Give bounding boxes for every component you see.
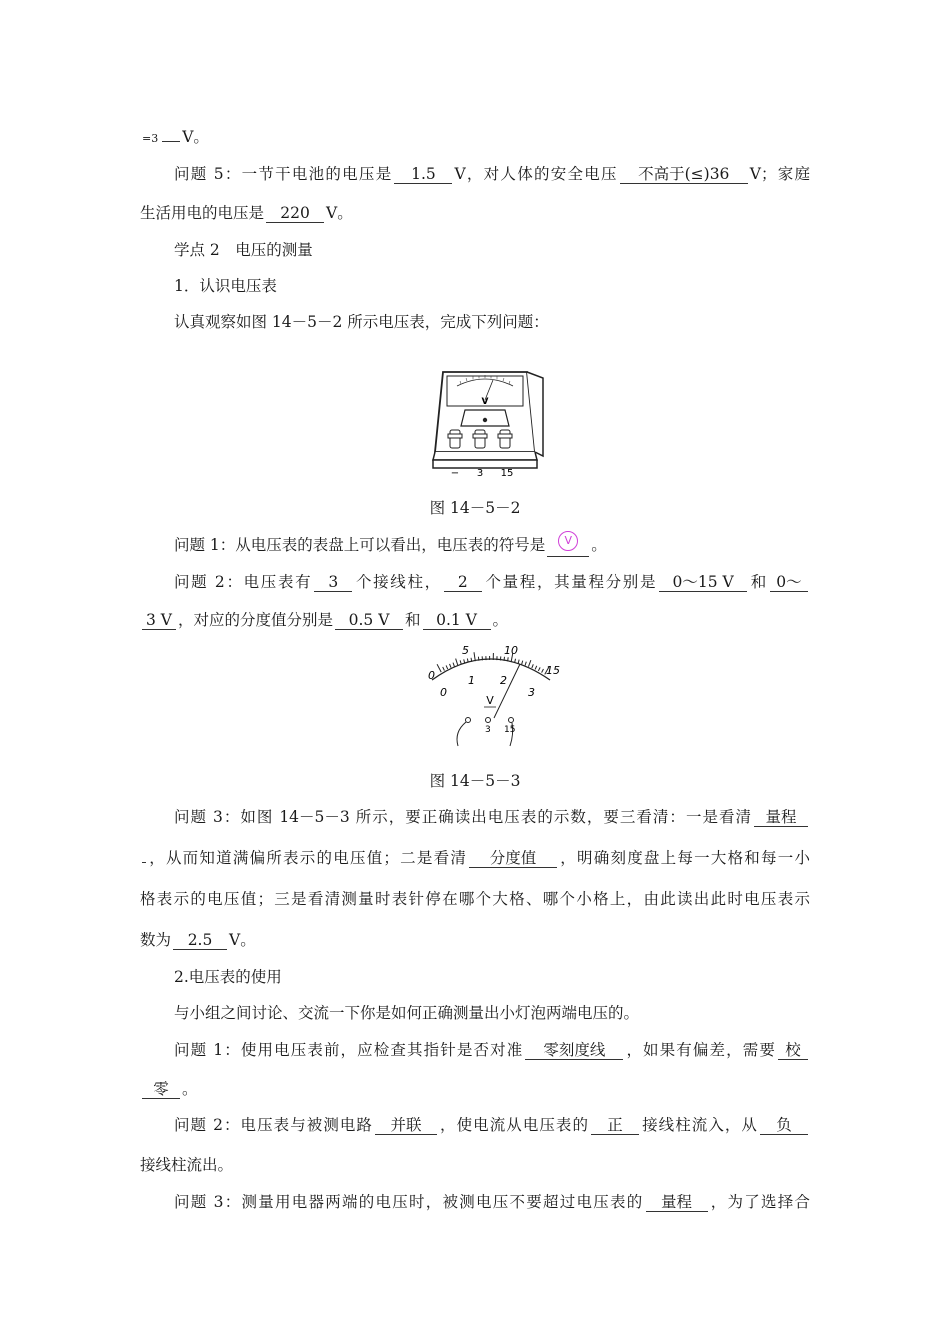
- outer-tick-label: 15: [546, 664, 560, 677]
- dial-tick: [443, 667, 445, 671]
- dial-tick: [508, 657, 509, 661]
- meter-letter: V: [481, 397, 489, 407]
- text: 。: [182, 1080, 198, 1098]
- dial-tick: [474, 652, 475, 661]
- dial-tick: [456, 659, 458, 666]
- text: 问题 2：电压表有: [174, 573, 313, 591]
- answer-blank: 量程: [646, 1193, 708, 1212]
- dial-tick: [453, 663, 454, 667]
- dial-tick: [460, 660, 461, 664]
- text-line: [174, 530, 810, 560]
- section-heading: 学点 2 电压的测量: [174, 241, 313, 259]
- answer-blank: 0.5 V: [335, 611, 403, 630]
- text: ，使电流从电压表的: [439, 1116, 590, 1134]
- answer-blank: 量程: [754, 808, 808, 827]
- text: 个接线柱，: [354, 573, 442, 591]
- text-line: 接线柱流出。: [140, 1156, 234, 1174]
- text: ，对应的分度值分别是: [178, 611, 334, 629]
- answer-blank: 零刻度线: [525, 1041, 623, 1060]
- text-line: 格表示的电压值；三是看清测量时表针停在哪个大格、哪个小格上，由此读出此时电压表示: [140, 890, 810, 908]
- text: V；家庭: [749, 165, 810, 183]
- text: ，为了选择合: [709, 1193, 810, 1211]
- text: 和: [749, 573, 768, 591]
- text: 。: [492, 611, 509, 629]
- text: 接线柱流入，从: [641, 1116, 758, 1134]
- inner-tick-label: 0: [440, 686, 447, 699]
- answer-blank: 2: [444, 573, 482, 592]
- inner-tick-label: 3: [528, 686, 535, 699]
- answer-blank: 零: [142, 1080, 180, 1099]
- answer-blank: 3 V: [142, 611, 176, 630]
- meter-letter: V: [486, 694, 494, 707]
- dial-tick: [535, 666, 537, 670]
- text-line: [174, 159, 810, 189]
- terminal-label: 15: [500, 468, 514, 479]
- dial-tick: [538, 667, 540, 671]
- answer-blank: 校: [778, 1041, 808, 1060]
- answer-blank: 0～15 V: [659, 573, 747, 592]
- outer-tick-label: 0: [428, 669, 435, 682]
- inner-tick-label: 1: [468, 674, 475, 687]
- outer-tick-label: 10: [504, 644, 518, 657]
- dial-tick: [471, 658, 472, 662]
- answer-blank: 2.5: [173, 931, 227, 950]
- terminal-label: 3: [476, 468, 484, 479]
- text-line: [174, 1187, 810, 1217]
- text-line: [140, 605, 810, 635]
- inner-tick-label: 2: [500, 674, 507, 687]
- answer-blank: 220: [266, 204, 324, 223]
- text: V。: [182, 128, 209, 146]
- dial-tick: [532, 664, 534, 668]
- voltmeter-symbol-icon: V: [558, 531, 578, 551]
- needle: [494, 664, 520, 718]
- text-line: [140, 1074, 810, 1104]
- answer-blank: [547, 536, 589, 557]
- text: 问题 1：使用电压表前，应检查其指针是否对准: [174, 1041, 524, 1059]
- dial-tick: [437, 664, 441, 672]
- answer-blank: 0.1 V: [423, 611, 491, 630]
- text: 。: [591, 536, 607, 554]
- text-line: [140, 925, 810, 955]
- answer-blank: =3: [142, 132, 159, 145]
- text-line: [140, 843, 810, 873]
- text: 问题 2：电压表与被测电路: [174, 1116, 373, 1134]
- text: ，从而知道满偏所表示的电压值；二是看清: [148, 849, 468, 867]
- text: 问题 3：如图 14－5－3 所示，要正确读出电压表的示数，要三看清：一是看清: [174, 808, 752, 826]
- text-line: [174, 802, 810, 832]
- answer-blank: [142, 862, 146, 863]
- dial-tick: [542, 669, 544, 673]
- answer-blank: 1.5: [394, 165, 452, 184]
- voltmeter-figure: [425, 364, 545, 484]
- figure-caption: 图 14－5－3: [429, 772, 521, 790]
- dial-tick: [450, 664, 451, 668]
- text-line: 认真观察如图 14－5－2 所示电压表，完成下列问题：: [174, 313, 549, 331]
- text: 数为: [140, 931, 172, 949]
- outer-tick-label: 5: [462, 644, 469, 657]
- terminal-label: −: [450, 468, 460, 479]
- answer-blank: 负: [760, 1116, 808, 1135]
- answer-blank: 并联: [375, 1116, 437, 1135]
- text: 个量程，其量程分别是: [483, 573, 658, 591]
- answer-blank: 正: [591, 1116, 639, 1135]
- subsection-heading: 2.电压表的使用: [174, 968, 282, 986]
- text: 问题 5：一节干电池的电压是: [174, 165, 393, 183]
- dial-tick: [515, 659, 516, 663]
- dial-tick: [446, 665, 448, 669]
- dial-tick: [525, 662, 526, 666]
- text: 问题 3：测量用电器两端的电压时，被测电压不要超过电压表的: [174, 1193, 644, 1211]
- terminal-label: 3: [485, 725, 491, 735]
- figure-caption: 图 14－5－2: [429, 499, 521, 517]
- answer-blank: [162, 141, 180, 142]
- voltmeter-dial-figure: [410, 638, 570, 750]
- text: 生活用电的电压是: [140, 204, 265, 222]
- text: 和: [405, 611, 421, 629]
- text: V，对人体的安全电压: [454, 165, 618, 183]
- text-line: [140, 198, 810, 228]
- text-line: [174, 1110, 810, 1140]
- text-line: [140, 122, 810, 152]
- text: V。: [229, 931, 256, 949]
- text: ，如果有偏差，需要: [625, 1041, 776, 1059]
- text: ，明确刻度盘上每一大格和每一小: [559, 849, 810, 867]
- subsection-heading: 1．认识电压表: [174, 277, 277, 295]
- dial-tick: [522, 661, 523, 665]
- text-line: [174, 567, 810, 597]
- text-line: [174, 1035, 810, 1065]
- answer-blank: 0～: [770, 573, 808, 592]
- dial-tick: [528, 660, 530, 667]
- dial-tick: [518, 660, 519, 664]
- text-line: 与小组之间讨论、交流一下你是如何正确测量出小灯泡两端电压的。: [174, 1004, 640, 1022]
- answer-blank: 分度值: [469, 849, 557, 868]
- text: V。: [326, 204, 353, 222]
- answer-blank: 不高于(≤)36: [620, 165, 748, 184]
- answer-blank: 3: [314, 573, 352, 592]
- dial-tick: [464, 659, 465, 663]
- text: 问题 1：从电压表的表盘上可以看出，电压表的符号是: [174, 536, 546, 554]
- terminal-label: 15: [504, 725, 516, 735]
